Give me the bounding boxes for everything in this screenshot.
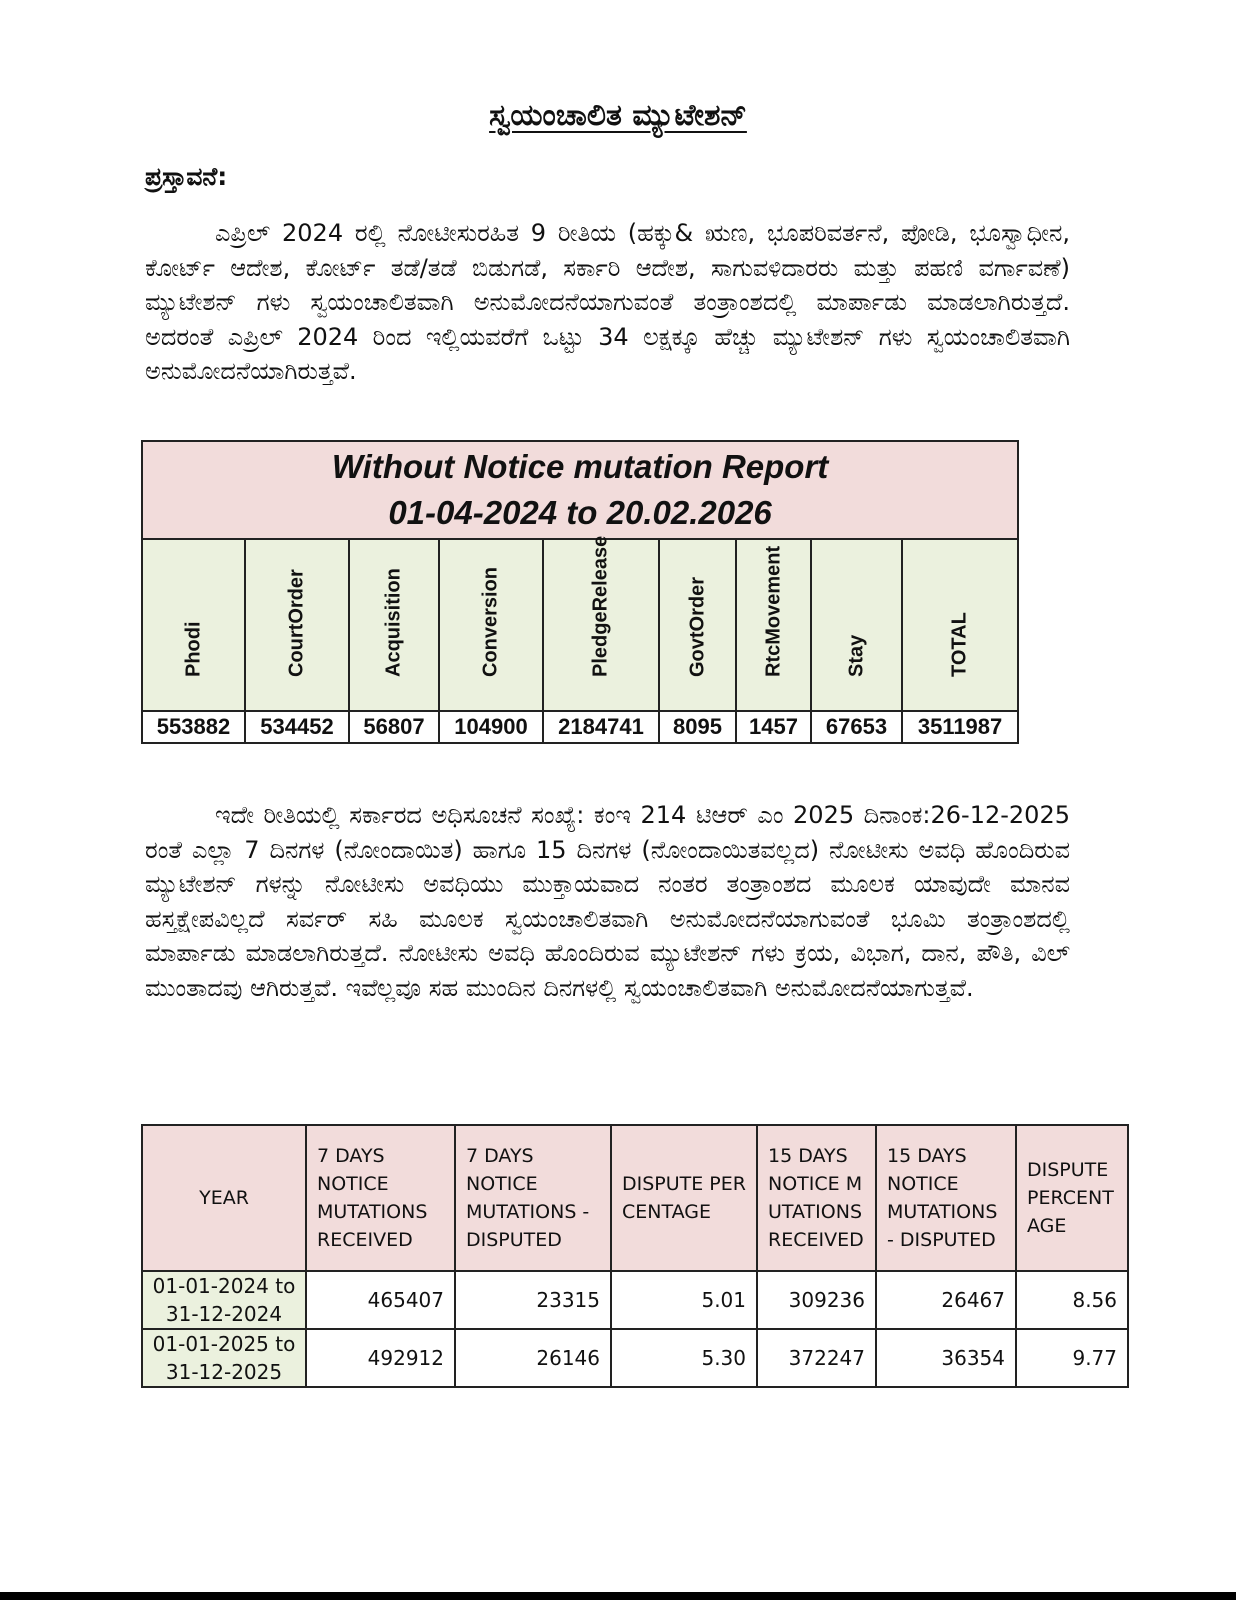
report-title-line1: Without Notice mutation Report [331, 448, 829, 485]
table-cell: 372247 [757, 1329, 876, 1387]
report-date-range: 01-04-2024 to 20.02.2026 [388, 494, 772, 531]
column-header: CourtOrder [245, 539, 349, 711]
table-cell: 5.01 [611, 1271, 757, 1329]
table-cell: 26467 [876, 1271, 1016, 1329]
table-cell: 36354 [876, 1329, 1016, 1387]
table-cell: 8095 [659, 711, 736, 743]
page-title: ಸ್ವಯಂಚಾಲಿತ ಮ್ಯುಟೇಶನ್ [489, 98, 747, 133]
table-cell: 492912 [306, 1329, 455, 1387]
table-cell: 26146 [455, 1329, 611, 1387]
column-header: YEAR [142, 1125, 306, 1271]
table-cell: 465407 [306, 1271, 455, 1329]
table-cell: 8.56 [1016, 1271, 1128, 1329]
notification-paragraph: ಇದೇ ರೀತಿಯಲ್ಲಿ ಸರ್ಕಾರದ ಅಧಿಸೂಚನೆ ಸಂಖ್ಯೆ: ಕಂಇ 214 ಟಿಆರ್ ಎಂ 2025 ದಿನಾಂಕ:26-12-2025 ರಂತೆ ಎಲ್ಲಾ 7 ದಿನಗಳ (ನೋಂದಾಯಿತ) ಹಾಗೂ 15 ದಿನಗಳ (ನೋಂದಾಯಿತವಲ್ಲದ) ನೋಟೀಸು ಅವಧಿ ಹೊಂದಿರುವ ಮ್ಯುಟೇಶನ್ ಗಳನ್ನು ನೋಟೀಸು ಅವಧಿಯು ಮುಕ್ತಾಯವಾದ ನಂತರ ತಂತ್ರಾಂಶದ ಮೂಲಕ ಯಾವುದೇ ಮಾನವ ಹಸ್ತಕ್ಷೇಪವಿಲ್ಲದೆ ಸರ್ವರ್ ಸಹಿ ಮೂಲಕ ಸ್ವಯಂಚಾಲಿತವಾಗಿ ಅನುಮೋದನೆಯಾಗುವಂತೆ ಭೂಮಿ ತಂತ್ರಾಂಶದಲ್ಲಿ ಮಾರ್ಪಾಡು ಮಾಡಲಾಗಿರುತ್ತದೆ. ನೋಟೀಸು ಅವಧಿ ಹೊಂದಿರುವ ಮ್ಯುಟೇಶನ್ ಗಳು ಕ್ರಯ, ವಿಭಾಗ, ದಾನ, ಪೌತಿ, ವಿಲ್ ಮುಂತಾದವು ಆಗಿರುತ್ತವೆ. ಇವೆಲ್ಲವೂ ಸಹ ಮುಂದಿನ ದಿನಗಳಲ್ಲಿ ಸ್ವಯಂಚಾಲಿತವಾಗಿ ಅನುಮೋದನೆಯಾಗುತ್ತವೆ. [145, 801, 1070, 1002]
column-header: DISPUTE PERCENTAGE [611, 1125, 757, 1271]
column-header: TOTAL [902, 539, 1018, 711]
intro-paragraph: ಎಪ್ರಿಲ್ 2024 ರಲ್ಲಿ ನೋಟೀಸುರಹಿತ 9 ರೀತಿಯ (ಹಕ್ಕು& ಋಣ, ಭೂಪರಿವರ್ತನೆ, ಪೋಡಿ, ಭೂಸ್ವಾಧೀನ, ಕೋರ್ಟ್ ಆದೇಶ, ಕೋರ್ಟ್ ತಡೆ/ತಡೆ ಬಿಡುಗಡೆ, ಸರ್ಕಾರಿ ಆದೇಶ, ಸಾಗುವಳಿದಾರರು ಮತ್ತು ಪಹಣಿ ವರ್ಗಾವಣೆ) ಮ್ಯುಟೇಶನ್ ಗಳು ಸ್ವಯಂಚಾಲಿತವಾಗಿ ಅನುಮೋದನೆಯಾಗುವಂತೆ ತಂತ್ರಾಂಶದಲ್ಲಿ ಮಾರ್ಪಾಡು ಮಾಡಲಾಗಿರುತ್ತದೆ. ಅದರಂತೆ ಎಪ್ರಿಲ್ 2024 ರಿಂದ ಇಲ್ಲಿಯವರೆಗೆ ಒಟ್ಟು 34 ಲಕ್ಷಕ್ಕೂ ಹೆಚ್ಚು ಮ್ಯುಟೇಶನ್ ಗಳು ಸ್ವಯಂಚಾಲಿತವಾಗಿ ಅನುಮೋದನೆಯಾಗಿರುತ್ತವೆ. [145, 219, 1070, 385]
without-notice-report-table [141, 440, 1019, 744]
table-cell: 104900 [439, 711, 543, 743]
table-row [142, 1271, 1128, 1329]
table-cell: 5.30 [611, 1329, 757, 1387]
year-cell: 01-01-2025 to 31-12-2025 [142, 1329, 306, 1387]
table-cell: 3511987 [902, 711, 1018, 743]
column-header: 7 DAYS NOTICE MUTATIONS RECEIVED [306, 1125, 455, 1271]
column-header: Phodi [142, 539, 245, 711]
column-header: 7 DAYS NOTICE MUTATIONS -DISPUTED [455, 1125, 611, 1271]
year-cell: 01-01-2024 to 31-12-2024 [142, 1271, 306, 1329]
section-heading: ಪ್ರಸ್ತಾವನೆ: [145, 162, 228, 191]
column-header: RtcMovement [736, 539, 811, 711]
column-header: Stay [811, 539, 902, 711]
column-header: PledgeRelease [543, 539, 659, 711]
table-cell: 1457 [736, 711, 811, 743]
bottom-border-bar [0, 1592, 1236, 1600]
table-cell: 553882 [142, 711, 245, 743]
report-values-row [142, 711, 1018, 743]
table-cell: 9.77 [1016, 1329, 1128, 1387]
column-header: Conversion [439, 539, 543, 711]
table-cell: 2184741 [543, 711, 659, 743]
table-cell: 309236 [757, 1271, 876, 1329]
table-cell: 67653 [811, 711, 902, 743]
report-header-row [142, 539, 1018, 711]
column-header: 15 DAYS NOTICE MUTATIONS - DISPUTED [876, 1125, 1016, 1271]
column-header: 15 DAYS NOTICE MUTATIONS RECEIVED [757, 1125, 876, 1271]
yearly-dispute-table [141, 1124, 1129, 1388]
table-cell: 534452 [245, 711, 349, 743]
column-header: GovtOrder [659, 539, 736, 711]
table-cell: 56807 [349, 711, 439, 743]
table-cell: 23315 [455, 1271, 611, 1329]
yearly-header-row [142, 1125, 1128, 1271]
report-title [142, 441, 1018, 539]
column-header: DISPUTE PERCENTAGE [1016, 1125, 1128, 1271]
column-header: Acquisition [349, 539, 439, 711]
table-row [142, 1329, 1128, 1387]
